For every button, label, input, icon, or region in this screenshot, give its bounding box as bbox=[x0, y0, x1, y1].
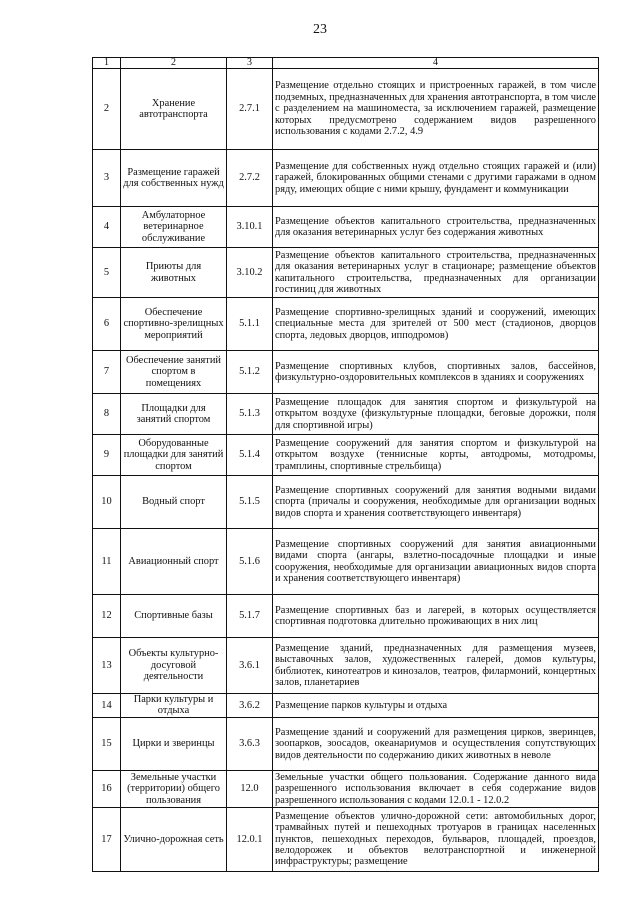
table-row bbox=[93, 150, 599, 207]
table-header-row bbox=[93, 58, 599, 69]
row-name: Земельные участки (территории) общего пользования bbox=[121, 770, 227, 807]
row-code: 5.1.4 bbox=[227, 435, 273, 476]
row-description: Размещение спортивных сооружений для занятия авиационными видами спорта (ангары, взлетно-посадочные площадки и иные сооружения, необходимые для организации авиационных видов спорта и хранения соответствующего инвентаря) bbox=[273, 529, 599, 595]
table-row bbox=[93, 529, 599, 595]
row-description: Размещение площадок для занятия спортом и физкультурой на открытом воздухе (физкультурные площадки, беговые дорожки, поля для спортивной игры) bbox=[273, 394, 599, 435]
row-number: 2 bbox=[93, 69, 121, 150]
row-description: Размещение парков культуры и отдыха bbox=[273, 694, 599, 718]
row-name: Оборудованные площадки для занятий спортом bbox=[121, 435, 227, 476]
row-number: 11 bbox=[93, 529, 121, 595]
row-number: 5 bbox=[93, 248, 121, 298]
table-row bbox=[93, 694, 599, 718]
row-number: 6 bbox=[93, 298, 121, 351]
table-row bbox=[93, 351, 599, 394]
row-number: 10 bbox=[93, 476, 121, 529]
header-col-3: 3 bbox=[227, 58, 273, 69]
row-number: 3 bbox=[93, 150, 121, 207]
row-code: 2.7.1 bbox=[227, 69, 273, 150]
page-number: 23 bbox=[313, 22, 327, 37]
table-row bbox=[93, 298, 599, 351]
table-row bbox=[93, 638, 599, 694]
row-code: 12.0 bbox=[227, 770, 273, 807]
row-number: 14 bbox=[93, 694, 121, 718]
row-code: 5.1.6 bbox=[227, 529, 273, 595]
row-code: 12.0.1 bbox=[227, 807, 273, 871]
row-name: Приюты для животных bbox=[121, 248, 227, 298]
row-description: Размещение отдельно стоящих и пристроенных гаражей, в том числе подземных, предназначенных для хранения автотранспорта, в том числе с разделением на машиноместа, за исключением гаражей, размещение которых предусмотрено содержанием видов разрешенного использования с кодами 2.7.2, 4.9 bbox=[273, 69, 599, 150]
table-row bbox=[93, 476, 599, 529]
header-col-2: 2 bbox=[121, 58, 227, 69]
row-description: Земельные участки общего пользования. Содержание данного вида разрешенного использования включает в себя содержание видов разрешенного использования с кодами 12.0.1 - 12.0.2 bbox=[273, 770, 599, 807]
row-name: Спортивные базы bbox=[121, 595, 227, 638]
row-code: 3.10.1 bbox=[227, 207, 273, 248]
row-code: 5.1.7 bbox=[227, 595, 273, 638]
row-description: Размещение зданий и сооружений для размещения цирков, зверинцев, зоопарков, зоосадов, океанариумов и осуществления сопутствующих видов деятельности по содержанию диких животных в неволе bbox=[273, 717, 599, 770]
row-code: 5.1.2 bbox=[227, 351, 273, 394]
row-name: Улично-дорожная сеть bbox=[121, 807, 227, 871]
row-description: Размещение объектов капитального строительства, предназначенных для оказания ветеринарных услуг без содержания животных bbox=[273, 207, 599, 248]
row-code: 5.1.3 bbox=[227, 394, 273, 435]
row-description: Размещение сооружений для занятия спортом и физкультурой на открытом воздухе (теннисные корты, автодромы, мотодромы, трамплины, спортивные стрельбища) bbox=[273, 435, 599, 476]
header-col-4: 4 bbox=[273, 58, 599, 69]
row-number: 16 bbox=[93, 770, 121, 807]
row-description: Размещение спортивно-зрелищных зданий и сооружений, имеющих специальные места для зрителей от 500 мест (стадионов, дворцов спорта, ледовых дворцов, ипподромов) bbox=[273, 298, 599, 351]
row-code: 5.1.5 bbox=[227, 476, 273, 529]
table-row bbox=[93, 770, 599, 807]
table-row bbox=[93, 435, 599, 476]
row-name: Размещение гаражей для собственных нужд bbox=[121, 150, 227, 207]
row-code: 3.6.2 bbox=[227, 694, 273, 718]
table-row bbox=[93, 248, 599, 298]
row-name: Цирки и зверинцы bbox=[121, 717, 227, 770]
row-name: Обеспечение спортивно-зрелищных мероприятий bbox=[121, 298, 227, 351]
row-name: Амбулаторное ветеринарное обслуживание bbox=[121, 207, 227, 248]
row-code: 3.6.3 bbox=[227, 717, 273, 770]
row-name: Площадки для занятий спортом bbox=[121, 394, 227, 435]
header-col-1: 1 bbox=[93, 58, 121, 69]
row-name: Обеспечение занятий спортом в помещениях bbox=[121, 351, 227, 394]
row-number: 15 bbox=[93, 717, 121, 770]
row-code: 5.1.1 bbox=[227, 298, 273, 351]
row-code: 3.6.1 bbox=[227, 638, 273, 694]
row-number: 9 bbox=[93, 435, 121, 476]
row-number: 12 bbox=[93, 595, 121, 638]
row-name: Авиационный спорт bbox=[121, 529, 227, 595]
table-row bbox=[93, 69, 599, 150]
row-description: Размещение для собственных нужд отдельно стоящих гаражей и (или) гаражей, блокированных общими стенами с другими гаражами в одном ряду, имеющих общие с ними крышу, фундамент и коммуникации bbox=[273, 150, 599, 207]
row-name: Парки культуры и отдыха bbox=[121, 694, 227, 718]
table-row bbox=[93, 595, 599, 638]
row-number: 7 bbox=[93, 351, 121, 394]
row-description: Размещение спортивных сооружений для занятия водными видами спорта (причалы и сооружения, необходимые для организации водных видов спорта и хранения соответствующего инвентаря) bbox=[273, 476, 599, 529]
row-number: 17 bbox=[93, 807, 121, 871]
row-description: Размещение объектов улично-дорожной сети: автомобильных дорог, трамвайных путей и пешеходных тротуаров в границах населенных пунктов, пешеходных переходов, бульваров, площадей, проездов, велодорожек и объектов велотранспортной и инженерной инфраструктуры; размещение bbox=[273, 807, 599, 871]
row-number: 13 bbox=[93, 638, 121, 694]
row-number: 4 bbox=[93, 207, 121, 248]
row-code: 3.10.2 bbox=[227, 248, 273, 298]
table-row bbox=[93, 807, 599, 871]
row-description: Размещение спортивных клубов, спортивных залов, бассейнов, физкультурно-оздоровительных комплексов в зданиях и сооружениях bbox=[273, 351, 599, 394]
row-code: 2.7.2 bbox=[227, 150, 273, 207]
table-row bbox=[93, 717, 599, 770]
row-description: Размещение объектов капитального строительства, предназначенных для оказания ветеринарных услуг в стационаре; размещение объектов капитального строительства, предназначенных для организации гостиниц для животных bbox=[273, 248, 599, 298]
table-row bbox=[93, 207, 599, 248]
land-use-table bbox=[92, 57, 599, 872]
row-name: Хранение автотранспорта bbox=[121, 69, 227, 150]
table-row bbox=[93, 394, 599, 435]
row-description: Размещение зданий, предназначенных для размещения музеев, выставочных залов, художественных галерей, домов культуры, библиотек, кинотеатров и кинозалов, театров, филармоний, концертных залов, планетариев bbox=[273, 638, 599, 694]
row-number: 8 bbox=[93, 394, 121, 435]
row-description: Размещение спортивных баз и лагерей, в которых осуществляется спортивная подготовка длительно проживающих в них лиц bbox=[273, 595, 599, 638]
row-name: Водный спорт bbox=[121, 476, 227, 529]
row-name: Объекты культурно-досуговой деятельности bbox=[121, 638, 227, 694]
